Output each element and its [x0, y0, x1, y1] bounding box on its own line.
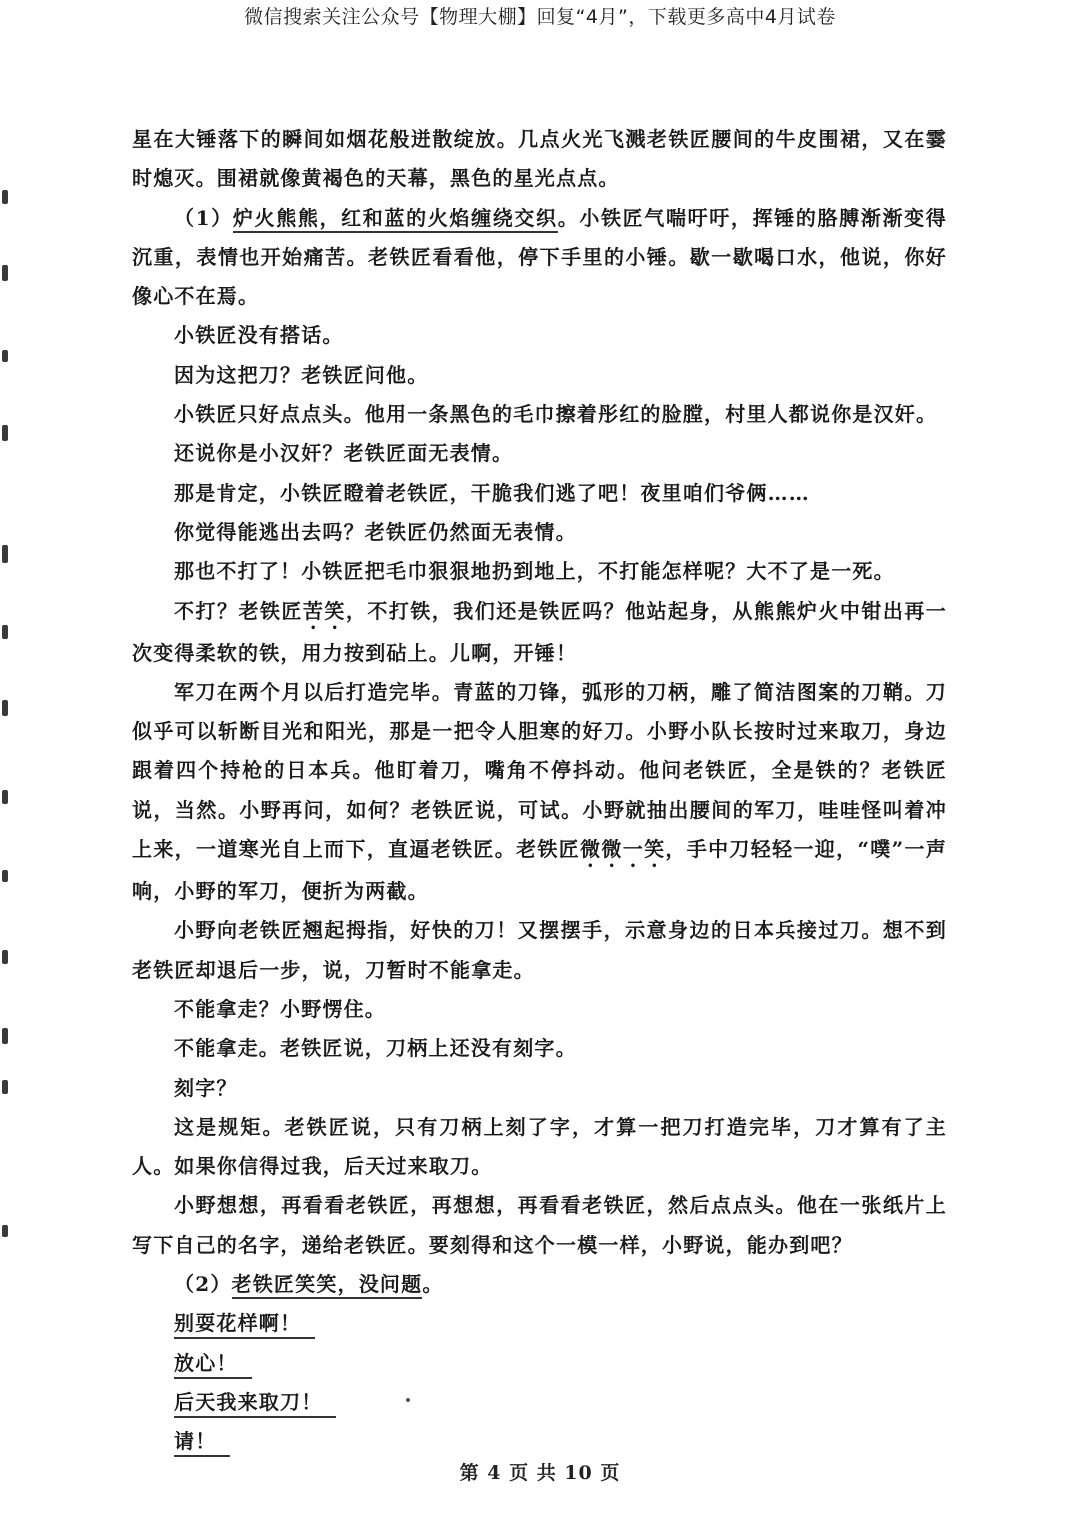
- handwritten-text: 请！: [174, 1429, 230, 1457]
- handwritten-line: [174, 1422, 947, 1461]
- handwritten-line: [174, 1383, 947, 1422]
- emphasized-word-bitter-smile: 苦笑: [302, 598, 346, 623]
- paragraph: 还说你是小汉奸？老铁匠面无表情。: [174, 441, 514, 466]
- paragraph-intro: 星在大锤落下的瞬间如烟花般迸散绽放。几点火光飞溅老铁匠腰间的牛皮围裙，又在霎时熄灭。围裙就像黄褐色的天幕，黑色的星光点点。: [132, 127, 947, 191]
- scan-margin-marks: [0, 180, 14, 1440]
- paragraph: 小野向老铁匠翘起拇指，好快的刀！又摆摆手，示意身边的日本兵接过刀。想不到老铁匠却退后一步，说，刀暂时不能拿走。: [132, 918, 947, 982]
- handwritten-text: 后天我来取刀！: [174, 1390, 336, 1418]
- scan-speck: [406, 1398, 410, 1402]
- paragraph: 你觉得能逃出去吗？老铁匠仍然面无表情。: [174, 519, 577, 544]
- document-page: [132, 120, 947, 1462]
- handwritten-line: [174, 1304, 947, 1343]
- question-1-underlined-sentence: 炉火熊熊，红和蓝的火焰缠绕交织: [233, 206, 558, 233]
- question-1-label: （1）: [174, 205, 233, 230]
- handwritten-text: 放心！: [174, 1351, 252, 1379]
- paragraph: 刻字？: [174, 1075, 238, 1100]
- paragraph-bitter-smile: [132, 592, 947, 673]
- handwritten-text: 别耍花样啊！: [174, 1311, 315, 1339]
- paragraph: 因为这把刀？老铁匠问他。: [174, 362, 429, 387]
- text-span: ，不打铁，我们还是铁匠吗？他站起身，从熊熊炉火中钳出再一次变得柔软的铁，用力按到砧上。儿啊，开锤！: [132, 598, 948, 665]
- paragraph: 小铁匠没有搭话。: [174, 323, 344, 348]
- text-span: 。: [422, 1272, 444, 1297]
- emphasized-word-slight-smile: 微微一笑: [580, 837, 666, 862]
- paragraph: 这是规矩。老铁匠说，只有刀柄上刻了字，才算一把刀打造完毕，刀才算有了主人。如果你信得过我，后天过来取刀。: [132, 1114, 947, 1179]
- text-span: 军刀在两个月以后打造完毕。青蓝的刀锋，弧形的刀柄，雕了简洁图案的刀鞘。刀似乎可以斩断目光和阳光，那是一把令人胆寒的好刀。小野小队长按时过来取刀，身边跟着四个持枪的日本兵。他盯着刀，嘴角不停抖动。他问老铁匠，全是铁的？老铁匠说，当然。小野再问，如何？老铁匠说，可试。小野就抽出腰间的军刀，哇哇怪叫着冲上来，一道寒光自上而下，直逼老铁匠。老铁匠: [132, 679, 947, 862]
- paragraph-question-1-rest: 。小铁匠气喘吁吁，挥锤的胳膊渐渐变得沉重，表情也开始痛苦。老铁匠看看他，停下手里的小锤。歇一歇喝口水，他说，你好像心不在焉。: [132, 205, 947, 309]
- text-span: ，手中刀轻轻一迎，“噗”一声响，小野的军刀，便折为两截。: [132, 837, 947, 904]
- promo-banner: 微信搜索关注公众号【物理大棚】回复“4月”，下载更多高中4月试卷: [244, 6, 836, 28]
- paragraph: 小铁匠只好点点头。他用一条黑色的毛巾擦着彤红的脸膛，村里人都说你是汉奸。: [174, 402, 938, 427]
- paragraph-question-1: [132, 199, 947, 317]
- question-2-underlined-sentence: 老铁匠笑笑，没问题: [232, 1272, 423, 1299]
- question-2-label: （2）: [174, 1272, 232, 1297]
- paragraph: 那是肯定，小铁匠瞪着老铁匠，干脆我们逃了吧！夜里咱们爷俩……: [174, 480, 810, 505]
- paragraph: 小野想想，再看看老铁匠，再想想，再看看老铁匠，然后点点头。他在一张纸片上写下自己的名字，递给老铁匠。要刻得和这个一模一样，小野说，能办到吧？: [132, 1193, 947, 1257]
- paragraph-sword-test: [132, 673, 947, 911]
- paragraph: 不能拿走。老铁匠说，刀柄上还没有刻字。: [174, 1036, 577, 1061]
- paragraph: 不能拿走？小野愣住。: [174, 996, 386, 1021]
- paragraph: 那也不打了！小铁匠把毛巾狠狠地扔到地上，不打能怎样呢？大不了是一死。: [174, 559, 895, 584]
- text-span: 不打？老铁匠: [174, 598, 303, 623]
- handwritten-line: [174, 1344, 947, 1383]
- paragraph-question-2: [132, 1265, 947, 1304]
- page-number-footer: 第 4 页 共 10 页: [459, 1462, 621, 1484]
